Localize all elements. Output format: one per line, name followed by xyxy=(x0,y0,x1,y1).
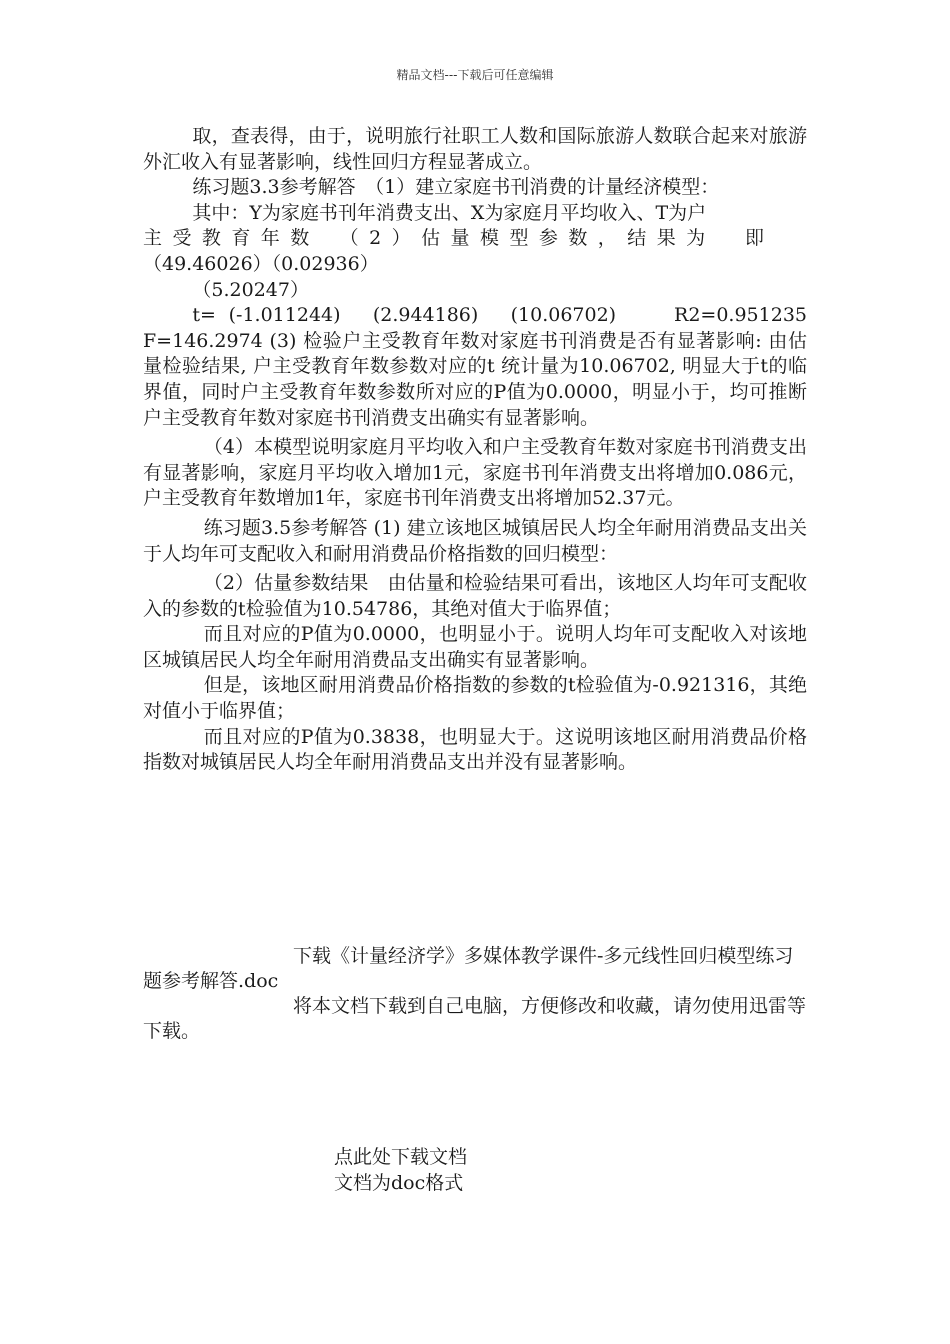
paragraph: 其中：Y为家庭书刊年消费支出、X为家庭月平均收入、T为户 xyxy=(192,201,707,224)
paragraph: 取，查表得，由于，说明旅行社职工人数和国际旅游人数联合起来对旅游外汇收入有显著影响，线性回归方程显著成立。 xyxy=(143,125,807,173)
download-title: 下载《计量经济学》多媒体教学课件-多元线性回归模型练习题参考解答.doc xyxy=(143,945,794,992)
document-body xyxy=(143,124,807,776)
paragraph: （49.46026）（0.02936） xyxy=(143,252,379,275)
paragraph: （5.20247） xyxy=(192,278,309,301)
paragraph: （4）本模型说明家庭月平均收入和户主受教育年数对家庭书刊消费支出有显著影响，家庭月平均收入增加1元，家庭书刊年消费支出将增加0.086元，户主受教育年数增加1年，家庭书刊年消费支出将增加52.37元。 xyxy=(143,436,807,510)
paragraph: t= (-1.011244) (2.944186) (10.06702) R2=0.951235 F=146.2974 (3) 检验户主受教育年数对家庭书刊消费是否有显著影响: 由估量检验结果, 户主受教育年数参数对应的t 统计量为10.06702, 明显大于t的临界值，同时户主受教育年数参数所对应的P值为0.0000，明显小于，均可推断户主受教育年数对家庭书刊消费支出确实有显著影响。 xyxy=(143,304,807,429)
paragraph: 而且对应的P值为0.0000，也明显小于。说明人均年可支配收入对该地区城镇居民人均全年耐用消费品支出确实有显著影响。 xyxy=(143,623,807,671)
paragraph: 练习题3.5参考解答 (1) 建立该地区城镇居民人均全年耐用消费品支出关于人均年可支配收入和耐用消费品价格指数的回归模型： xyxy=(143,516,807,565)
format-label: 文档为doc格式 xyxy=(334,1172,464,1194)
download-link-section xyxy=(334,1144,467,1196)
paragraph: 练习题3.3参考解答 （1）建立家庭书刊消费的计量经济模型： xyxy=(192,176,720,199)
paragraph: （2）估量参数结果 由估量和检验结果可看出，该地区人均年可支配收入的参数的t检验值为10.54786，其绝对值大于临界值； xyxy=(143,572,807,620)
download-link[interactable]: 点此处下载文档 xyxy=(334,1146,468,1168)
paragraph: 但是，该地区耐用消费品价格指数的参数的t检验值为-0.921316，其绝对值小于临界值； xyxy=(143,674,807,723)
download-section xyxy=(143,944,807,1044)
download-note: 将本文档下载到自己电脑，方便修改和收藏，请勿使用迅雷等下载。 xyxy=(143,995,807,1042)
paragraph: 而且对应的P值为0.3838，也明显大于。这说明该地区耐用消费品价格指数对城镇居民人均全年耐用消费品支出并没有显著影响。 xyxy=(143,725,807,774)
page-header: 精品文档---下载后可任意编辑 xyxy=(396,68,554,82)
paragraph: 主受教育年数 （2）估量模型参数，结果为 即 xyxy=(143,227,775,250)
